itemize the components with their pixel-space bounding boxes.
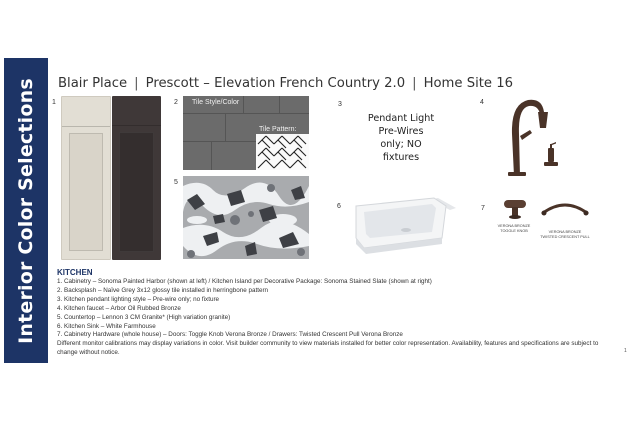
- community-name: Blair Place: [58, 76, 128, 91]
- page-number: 1: [624, 348, 627, 354]
- banner-title: Interior Color Selections: [15, 77, 37, 344]
- pendant-note-line: Pendant Light: [367, 113, 435, 124]
- list-item: 4. Kitchen faucet – Arbor Oil Rubbed Bronze: [57, 304, 181, 312]
- tile-pattern-label: Tile Pattern:: [259, 126, 297, 133]
- pendant-note-line: Pre-Wires: [378, 126, 424, 137]
- toggle-knob-image: [500, 198, 530, 220]
- cabinet-door-painted-harbor: [61, 96, 111, 260]
- farmhouse-sink-image: [346, 194, 458, 256]
- pull-label-line: TWISTED CRESCENT PULL: [540, 235, 590, 239]
- side-banner: [4, 58, 48, 363]
- list-item: 3. Kitchen pendant lighting style – Pre-wire only; no fixture: [57, 295, 220, 303]
- item-number-4: 4: [480, 99, 484, 106]
- plan-name: Prescott – Elevation French Country 2.0: [145, 76, 406, 91]
- section-title: KITCHEN: [57, 268, 93, 277]
- list-item: 5. Countertop – Lennon 3 CM Granite* (High variation granite): [57, 313, 231, 321]
- granite-countertop-swatch: [183, 176, 309, 259]
- item-number-6: 6: [337, 203, 341, 210]
- knob-label-line: TOGGLE KNOB: [500, 229, 528, 233]
- selection-list: [57, 278, 432, 340]
- herringbone-pattern-swatch: [256, 134, 309, 170]
- crescent-pull-image: [540, 200, 590, 218]
- item-number-3: 3: [338, 101, 342, 108]
- item-number-2: 2: [174, 99, 178, 106]
- knob-label-line: VERONA BRONZE: [497, 224, 531, 228]
- pendant-note: [358, 112, 444, 164]
- knob-label: [492, 224, 536, 234]
- item-number-5: 5: [174, 179, 178, 186]
- pendant-note-line: fixtures: [382, 152, 420, 163]
- header-separator: |: [412, 76, 417, 91]
- list-item: 1. Cabinetry – Sonoma Painted Harbor (shown at left) / Kitchen Island per Decorative Package: Sonoma Stained Slate (shown at right): [57, 278, 432, 285]
- list-item: 7. Cabinetry Hardware (whole house) – Doors: Toggle Knob Verona Bronze / Drawers: Twisted Crescent Pull Verona Bronze: [57, 331, 403, 339]
- header-separator: |: [134, 76, 139, 91]
- pendant-note-line: only; NO: [380, 139, 422, 150]
- kitchen-faucet-image: [498, 96, 568, 178]
- item-number-7: 7: [481, 205, 485, 212]
- item-number-1: 1: [52, 99, 56, 106]
- page-header: [58, 76, 513, 91]
- cabinet-door-stained-slate: [112, 96, 161, 260]
- pull-label: [534, 230, 596, 240]
- pull-label-line: VERONA BRONZE: [548, 230, 582, 234]
- tile-style-label: Tile Style/Color: [192, 99, 240, 106]
- list-item: 6. Kitchen Sink – White Farmhouse: [57, 322, 156, 330]
- homesite-name: Home Site 16: [423, 76, 513, 91]
- list-item: 2. Backsplash – Naïve Grey 3x12 glossy tile installed in herringbone pattern: [57, 286, 269, 294]
- disclaimer-text: Different monitor calibrations may display variations in color. Visit builder community to view materials installed for better color representation. Availability, features and specifications are subject to change without notice.: [57, 340, 599, 356]
